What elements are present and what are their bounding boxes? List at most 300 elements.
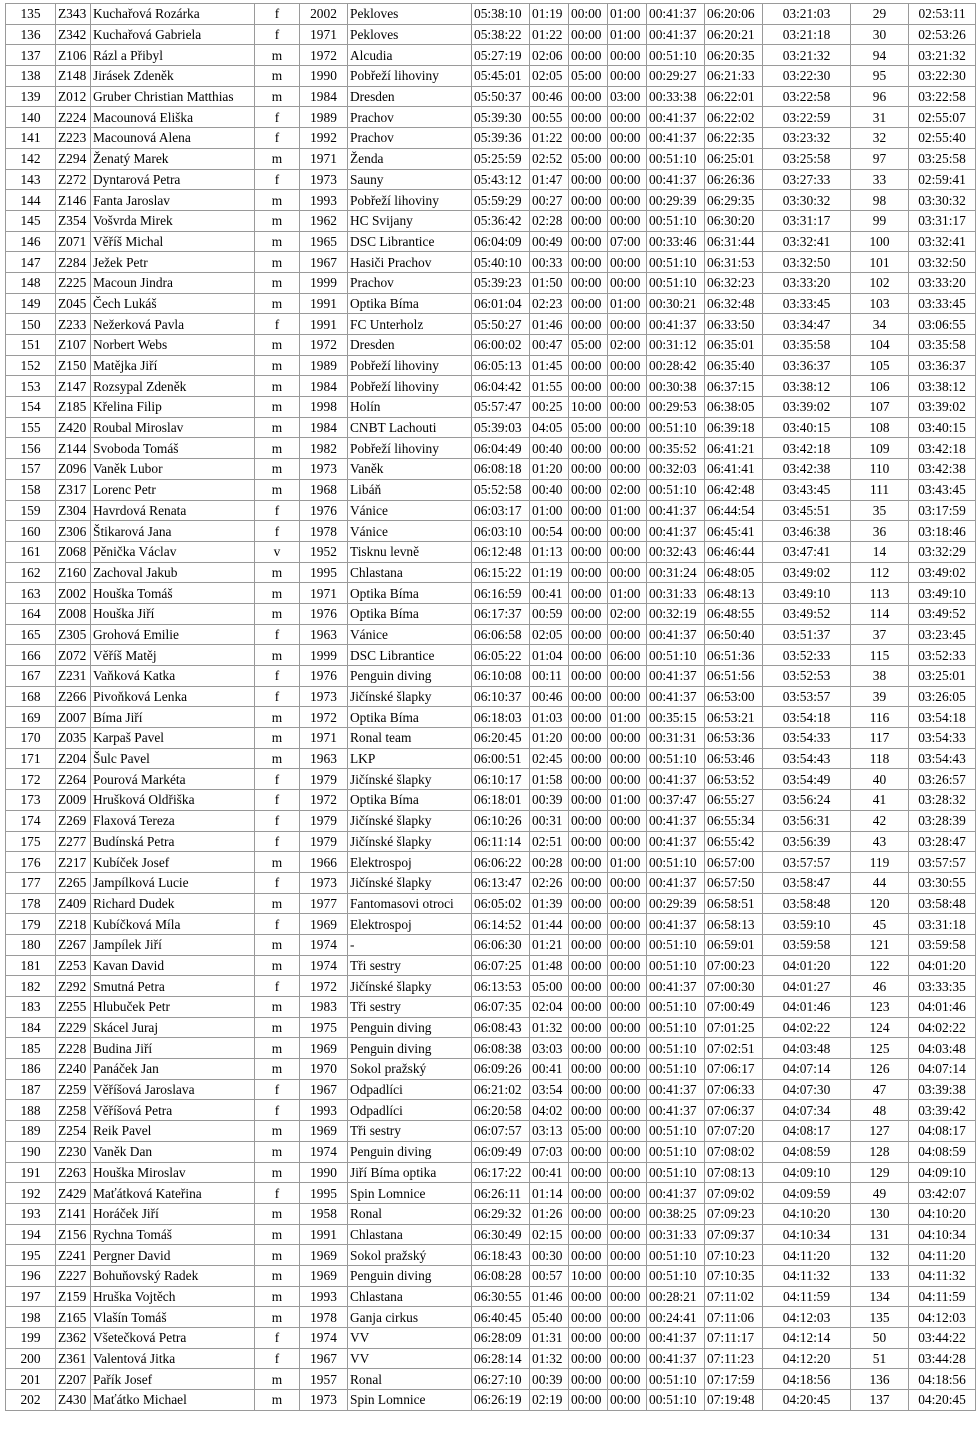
- cell-handicap: 00:41:37: [647, 666, 705, 687]
- cell-total: 07:06:17: [705, 1059, 763, 1080]
- cell-total: 06:37:15: [705, 376, 763, 397]
- cell-adjusted-time: 03:30:55: [909, 872, 976, 893]
- cell-name: Havrdová Renata: [91, 500, 255, 521]
- cell-category: f: [255, 314, 300, 335]
- cell-category-rank: 96: [851, 86, 909, 107]
- cell-start-number: Z430: [56, 1390, 91, 1411]
- cell-penalty-a: 01:55: [530, 376, 569, 397]
- cell-penalty-b: 00:00: [569, 293, 608, 314]
- cell-net-time: 03:47:41: [763, 541, 851, 562]
- cell-penalty-a: 00:11: [530, 666, 569, 687]
- cell-total: 07:19:48: [705, 1390, 763, 1411]
- cell-category-rank: 38: [851, 666, 909, 687]
- cell-category-rank: 97: [851, 148, 909, 169]
- cell-place: 191: [6, 1162, 56, 1183]
- cell-category-rank: 137: [851, 1390, 909, 1411]
- cell-adjusted-time: 04:08:59: [909, 1141, 976, 1162]
- cell-adjusted-time: 03:38:12: [909, 376, 976, 397]
- cell-handicap: 00:32:43: [647, 541, 705, 562]
- cell-name: Ježek Petr: [91, 252, 255, 273]
- cell-category-rank: 40: [851, 769, 909, 790]
- cell-total: 06:53:46: [705, 748, 763, 769]
- cell-handicap: 00:51:10: [647, 272, 705, 293]
- cell-handicap: 00:51:10: [647, 148, 705, 169]
- cell-total: 07:07:20: [705, 1121, 763, 1142]
- cell-total: 07:11:06: [705, 1307, 763, 1328]
- cell-penalty-a: 00:40: [530, 438, 569, 459]
- cell-adjusted-time: 03:52:33: [909, 645, 976, 666]
- cell-team: Tisknu levně: [348, 541, 472, 562]
- cell-penalty-a: 00:28: [530, 852, 569, 873]
- cell-total: 07:01:25: [705, 1017, 763, 1038]
- cell-category: m: [255, 148, 300, 169]
- cell-name: Věříšová Petra: [91, 1100, 255, 1121]
- cell-birth-year: 1989: [300, 355, 348, 376]
- cell-total: 07:17:59: [705, 1369, 763, 1390]
- cell-total: 06:22:01: [705, 86, 763, 107]
- table-row: [6, 335, 976, 356]
- cell-category-rank: 102: [851, 272, 909, 293]
- cell-penalty-a: 00:39: [530, 1369, 569, 1390]
- cell-start-number: Z258: [56, 1100, 91, 1121]
- cell-category-rank: 123: [851, 997, 909, 1018]
- cell-total: 06:51:56: [705, 666, 763, 687]
- cell-team: DSC Librantice: [348, 231, 472, 252]
- cell-team: Vaněk: [348, 459, 472, 480]
- cell-category: m: [255, 335, 300, 356]
- cell-name: Pivoňková Lenka: [91, 686, 255, 707]
- cell-place: 166: [6, 645, 56, 666]
- cell-category: m: [255, 66, 300, 87]
- cell-total: 07:09:23: [705, 1203, 763, 1224]
- cell-adjusted-time: 04:11:59: [909, 1286, 976, 1307]
- cell-adjusted-time: 03:39:38: [909, 1079, 976, 1100]
- cell-birth-year: 1990: [300, 66, 348, 87]
- cell-category-rank: 48: [851, 1100, 909, 1121]
- cell-total: 06:58:13: [705, 914, 763, 935]
- cell-category-rank: 31: [851, 107, 909, 128]
- cell-penalty-a: 02:52: [530, 148, 569, 169]
- cell-category-rank: 36: [851, 521, 909, 542]
- cell-category-rank: 37: [851, 624, 909, 645]
- cell-time: 06:20:58: [472, 1100, 530, 1121]
- cell-time: 06:04:42: [472, 376, 530, 397]
- cell-time: 05:59:29: [472, 190, 530, 211]
- cell-team: Optika Bíma: [348, 707, 472, 728]
- cell-birth-year: 1958: [300, 1203, 348, 1224]
- cell-start-number: Z072: [56, 645, 91, 666]
- cell-category: f: [255, 976, 300, 997]
- cell-net-time: 03:59:58: [763, 934, 851, 955]
- cell-place: 149: [6, 293, 56, 314]
- cell-net-time: 04:12:03: [763, 1307, 851, 1328]
- cell-penalty-c: 06:00: [608, 645, 647, 666]
- cell-place: 160: [6, 521, 56, 542]
- cell-adjusted-time: 04:10:20: [909, 1203, 976, 1224]
- cell-time: 06:10:08: [472, 666, 530, 687]
- cell-category-rank: 114: [851, 603, 909, 624]
- cell-team: LKP: [348, 748, 472, 769]
- cell-time: 06:06:30: [472, 934, 530, 955]
- cell-start-number: Z294: [56, 148, 91, 169]
- cell-start-number: Z361: [56, 1348, 91, 1369]
- cell-adjusted-time: 03:28:32: [909, 790, 976, 811]
- cell-category: m: [255, 1162, 300, 1183]
- cell-total: 06:35:40: [705, 355, 763, 376]
- cell-time: 05:36:42: [472, 210, 530, 231]
- table-row: [6, 1121, 976, 1142]
- cell-category-rank: 45: [851, 914, 909, 935]
- cell-net-time: 03:39:02: [763, 397, 851, 418]
- cell-team: Spin Lomnice: [348, 1183, 472, 1204]
- cell-penalty-b: 00:00: [569, 24, 608, 45]
- cell-penalty-b: 00:00: [569, 728, 608, 749]
- cell-handicap: 00:51:10: [647, 955, 705, 976]
- cell-name: Šulc Pavel: [91, 748, 255, 769]
- cell-category-rank: 34: [851, 314, 909, 335]
- cell-total: 06:57:00: [705, 852, 763, 873]
- table-row: [6, 521, 976, 542]
- cell-birth-year: 1973: [300, 686, 348, 707]
- cell-penalty-a: 01:20: [530, 459, 569, 480]
- cell-birth-year: 1977: [300, 893, 348, 914]
- cell-start-number: Z147: [56, 376, 91, 397]
- cell-net-time: 03:49:52: [763, 603, 851, 624]
- cell-penalty-b: 00:00: [569, 1017, 608, 1038]
- cell-birth-year: 1974: [300, 1141, 348, 1162]
- cell-penalty-b: 00:00: [569, 355, 608, 376]
- cell-penalty-c: 00:00: [608, 45, 647, 66]
- cell-birth-year: 1969: [300, 914, 348, 935]
- cell-birth-year: 1972: [300, 707, 348, 728]
- cell-adjusted-time: 04:10:34: [909, 1224, 976, 1245]
- cell-penalty-b: 05:00: [569, 1121, 608, 1142]
- cell-penalty-b: 00:00: [569, 914, 608, 935]
- cell-place: 139: [6, 86, 56, 107]
- cell-name: Vošvrda Mirek: [91, 210, 255, 231]
- cell-adjusted-time: 03:49:10: [909, 583, 976, 604]
- cell-category-rank: 50: [851, 1328, 909, 1349]
- table-row: [6, 1224, 976, 1245]
- cell-penalty-b: 00:00: [569, 872, 608, 893]
- table-row: [6, 1369, 976, 1390]
- cell-team: Pobřeží lihoviny: [348, 355, 472, 376]
- cell-penalty-b: 05:00: [569, 335, 608, 356]
- cell-time: 06:27:10: [472, 1369, 530, 1390]
- cell-birth-year: 1993: [300, 1100, 348, 1121]
- cell-start-number: Z165: [56, 1307, 91, 1328]
- cell-net-time: 04:07:34: [763, 1100, 851, 1121]
- cell-start-number: Z306: [56, 521, 91, 542]
- cell-birth-year: 1978: [300, 1307, 348, 1328]
- cell-adjusted-time: 03:22:58: [909, 86, 976, 107]
- cell-handicap: 00:28:21: [647, 1286, 705, 1307]
- cell-total: 06:31:44: [705, 231, 763, 252]
- cell-penalty-a: 03:54: [530, 1079, 569, 1100]
- cell-category: m: [255, 417, 300, 438]
- cell-penalty-a: 01:21: [530, 934, 569, 955]
- cell-total: 07:06:37: [705, 1100, 763, 1121]
- cell-penalty-b: 00:00: [569, 1100, 608, 1121]
- cell-penalty-c: 00:00: [608, 1286, 647, 1307]
- cell-total: 06:48:05: [705, 562, 763, 583]
- cell-team: Optika Bíma: [348, 603, 472, 624]
- cell-name: Budínská Petra: [91, 831, 255, 852]
- cell-name: Maťátková Kateřina: [91, 1183, 255, 1204]
- cell-penalty-c: 00:00: [608, 934, 647, 955]
- cell-penalty-c: 00:00: [608, 1121, 647, 1142]
- cell-penalty-c: 02:00: [608, 603, 647, 624]
- cell-penalty-b: 00:00: [569, 1348, 608, 1369]
- cell-place: 202: [6, 1390, 56, 1411]
- cell-name: Matějka Jiří: [91, 355, 255, 376]
- cell-category-rank: 109: [851, 438, 909, 459]
- cell-handicap: 00:51:10: [647, 1390, 705, 1411]
- cell-penalty-c: 00:00: [608, 1224, 647, 1245]
- cell-time: 06:18:43: [472, 1245, 530, 1266]
- cell-penalty-a: 04:02: [530, 1100, 569, 1121]
- cell-handicap: 00:38:25: [647, 1203, 705, 1224]
- table-row: [6, 541, 976, 562]
- cell-penalty-a: 01:39: [530, 893, 569, 914]
- cell-adjusted-time: 03:54:33: [909, 728, 976, 749]
- cell-adjusted-time: 03:25:58: [909, 148, 976, 169]
- cell-place: 180: [6, 934, 56, 955]
- cell-start-number: Z317: [56, 479, 91, 500]
- cell-team: Chlastana: [348, 1286, 472, 1307]
- cell-total: 06:46:44: [705, 541, 763, 562]
- cell-time: 06:01:04: [472, 293, 530, 314]
- cell-name: Vlašín Tomáš: [91, 1307, 255, 1328]
- cell-place: 163: [6, 583, 56, 604]
- cell-start-number: Z409: [56, 893, 91, 914]
- cell-birth-year: 1991: [300, 314, 348, 335]
- table-row: [6, 1079, 976, 1100]
- table-row: [6, 1100, 976, 1121]
- cell-net-time: 03:49:02: [763, 562, 851, 583]
- cell-category: m: [255, 1059, 300, 1080]
- cell-penalty-a: 05:00: [530, 976, 569, 997]
- cell-place: 183: [6, 997, 56, 1018]
- cell-category: m: [255, 355, 300, 376]
- cell-start-number: Z156: [56, 1224, 91, 1245]
- cell-birth-year: 1991: [300, 293, 348, 314]
- table-row: [6, 583, 976, 604]
- cell-place: 196: [6, 1265, 56, 1286]
- cell-net-time: 03:32:41: [763, 231, 851, 252]
- cell-handicap: 00:51:10: [647, 748, 705, 769]
- cell-penalty-a: 02:51: [530, 831, 569, 852]
- cell-penalty-c: 00:00: [608, 1390, 647, 1411]
- cell-penalty-b: 00:00: [569, 169, 608, 190]
- cell-place: 158: [6, 479, 56, 500]
- cell-adjusted-time: 04:02:22: [909, 1017, 976, 1038]
- cell-category-rank: 122: [851, 955, 909, 976]
- cell-birth-year: 1992: [300, 128, 348, 149]
- cell-team: Libáň: [348, 479, 472, 500]
- cell-total: 06:42:48: [705, 479, 763, 500]
- cell-net-time: 03:38:12: [763, 376, 851, 397]
- table-row: [6, 1390, 976, 1411]
- cell-penalty-c: 01:00: [608, 500, 647, 521]
- cell-handicap: 00:33:46: [647, 231, 705, 252]
- cell-handicap: 00:41:37: [647, 128, 705, 149]
- cell-penalty-c: 03:00: [608, 86, 647, 107]
- cell-time: 06:40:45: [472, 1307, 530, 1328]
- cell-penalty-c: 00:00: [608, 1245, 647, 1266]
- cell-penalty-b: 00:00: [569, 459, 608, 480]
- cell-adjusted-time: 03:30:32: [909, 190, 976, 211]
- cell-start-number: Z106: [56, 45, 91, 66]
- cell-team: Elektrospoj: [348, 914, 472, 935]
- cell-start-number: Z277: [56, 831, 91, 852]
- cell-place: 185: [6, 1038, 56, 1059]
- cell-place: 147: [6, 252, 56, 273]
- cell-team: Jiří Bíma optika: [348, 1162, 472, 1183]
- table-row: [6, 748, 976, 769]
- cell-net-time: 03:22:30: [763, 66, 851, 87]
- cell-name: Věříš Matěj: [91, 645, 255, 666]
- cell-time: 05:45:01: [472, 66, 530, 87]
- cell-team: Pekloves: [348, 24, 472, 45]
- cell-place: 138: [6, 66, 56, 87]
- cell-start-number: Z148: [56, 66, 91, 87]
- cell-penalty-c: 00:00: [608, 1183, 647, 1204]
- cell-start-number: Z429: [56, 1183, 91, 1204]
- table-row: [6, 624, 976, 645]
- cell-name: Norbert Webs: [91, 335, 255, 356]
- table-row: [6, 66, 976, 87]
- cell-place: 178: [6, 893, 56, 914]
- cell-handicap: 00:37:47: [647, 790, 705, 811]
- cell-penalty-c: 00:00: [608, 748, 647, 769]
- cell-name: Smutná Petra: [91, 976, 255, 997]
- cell-time: 06:05:22: [472, 645, 530, 666]
- cell-place: 198: [6, 1307, 56, 1328]
- table-row: [6, 314, 976, 335]
- cell-adjusted-time: 03:18:46: [909, 521, 976, 542]
- cell-place: 155: [6, 417, 56, 438]
- table-row: [6, 190, 976, 211]
- cell-name: Roubal Miroslav: [91, 417, 255, 438]
- cell-place: 192: [6, 1183, 56, 1204]
- cell-time: 06:30:55: [472, 1286, 530, 1307]
- cell-time: 06:07:57: [472, 1121, 530, 1142]
- cell-birth-year: 1963: [300, 624, 348, 645]
- cell-handicap: 00:35:52: [647, 438, 705, 459]
- cell-penalty-b: 00:00: [569, 272, 608, 293]
- table-row: [6, 24, 976, 45]
- cell-time: 06:07:35: [472, 997, 530, 1018]
- cell-adjusted-time: 03:58:48: [909, 893, 976, 914]
- cell-handicap: 00:32:19: [647, 603, 705, 624]
- cell-time: 06:04:09: [472, 231, 530, 252]
- cell-total: 06:55:34: [705, 810, 763, 831]
- cell-team: Vánice: [348, 624, 472, 645]
- cell-start-number: Z240: [56, 1059, 91, 1080]
- cell-category: m: [255, 293, 300, 314]
- table-row: [6, 893, 976, 914]
- cell-penalty-c: 00:00: [608, 955, 647, 976]
- cell-category: f: [255, 4, 300, 25]
- table-row: [6, 769, 976, 790]
- cell-total: 06:50:40: [705, 624, 763, 645]
- cell-start-number: Z269: [56, 810, 91, 831]
- cell-total: 06:53:52: [705, 769, 763, 790]
- cell-start-number: Z144: [56, 438, 91, 459]
- cell-team: Jičínské šlapky: [348, 976, 472, 997]
- cell-category: f: [255, 24, 300, 45]
- table-row: [6, 293, 976, 314]
- cell-time: 06:00:02: [472, 335, 530, 356]
- cell-birth-year: 1995: [300, 562, 348, 583]
- cell-penalty-b: 00:00: [569, 252, 608, 273]
- cell-start-number: Z305: [56, 624, 91, 645]
- cell-penalty-b: 00:00: [569, 645, 608, 666]
- cell-net-time: 03:56:39: [763, 831, 851, 852]
- cell-penalty-b: 00:00: [569, 976, 608, 997]
- cell-total: 07:11:02: [705, 1286, 763, 1307]
- cell-penalty-c: 00:00: [608, 769, 647, 790]
- cell-penalty-a: 02:23: [530, 293, 569, 314]
- table-row: [6, 790, 976, 811]
- cell-net-time: 04:01:27: [763, 976, 851, 997]
- cell-net-time: 04:11:20: [763, 1245, 851, 1266]
- cell-team: Penguin diving: [348, 666, 472, 687]
- cell-category: m: [255, 645, 300, 666]
- cell-category-rank: 111: [851, 479, 909, 500]
- cell-birth-year: 1969: [300, 1265, 348, 1286]
- cell-time: 06:18:03: [472, 707, 530, 728]
- cell-total: 07:09:37: [705, 1224, 763, 1245]
- cell-handicap: 00:41:37: [647, 107, 705, 128]
- cell-total: 06:53:36: [705, 728, 763, 749]
- cell-penalty-c: 00:00: [608, 1141, 647, 1162]
- cell-birth-year: 1971: [300, 24, 348, 45]
- table-row: [6, 107, 976, 128]
- cell-penalty-b: 00:00: [569, 314, 608, 335]
- cell-net-time: 03:54:43: [763, 748, 851, 769]
- cell-handicap: 00:41:37: [647, 872, 705, 893]
- cell-adjusted-time: 04:08:17: [909, 1121, 976, 1142]
- cell-total: 06:41:21: [705, 438, 763, 459]
- cell-adjusted-time: 03:57:57: [909, 852, 976, 873]
- cell-adjusted-time: 03:31:17: [909, 210, 976, 231]
- table-row: [6, 955, 976, 976]
- cell-category-rank: 44: [851, 872, 909, 893]
- cell-team: HC Svijany: [348, 210, 472, 231]
- table-row: [6, 707, 976, 728]
- cell-team: Ženda: [348, 148, 472, 169]
- table-row: [6, 1017, 976, 1038]
- cell-category: m: [255, 1121, 300, 1142]
- cell-category-rank: 47: [851, 1079, 909, 1100]
- cell-penalty-c: 00:00: [608, 1017, 647, 1038]
- cell-handicap: 00:51:10: [647, 1141, 705, 1162]
- cell-penalty-b: 00:00: [569, 231, 608, 252]
- cell-start-number: Z223: [56, 128, 91, 149]
- cell-name: Nežerková Pavla: [91, 314, 255, 335]
- cell-name: Horáček Jiří: [91, 1203, 255, 1224]
- cell-time: 06:08:18: [472, 459, 530, 480]
- cell-name: Vaněk Dan: [91, 1141, 255, 1162]
- cell-name: Valentová Jitka: [91, 1348, 255, 1369]
- cell-penalty-a: 00:46: [530, 86, 569, 107]
- cell-handicap: 00:41:37: [647, 1348, 705, 1369]
- cell-penalty-b: 00:00: [569, 1079, 608, 1100]
- cell-place: 174: [6, 810, 56, 831]
- cell-time: 06:21:02: [472, 1079, 530, 1100]
